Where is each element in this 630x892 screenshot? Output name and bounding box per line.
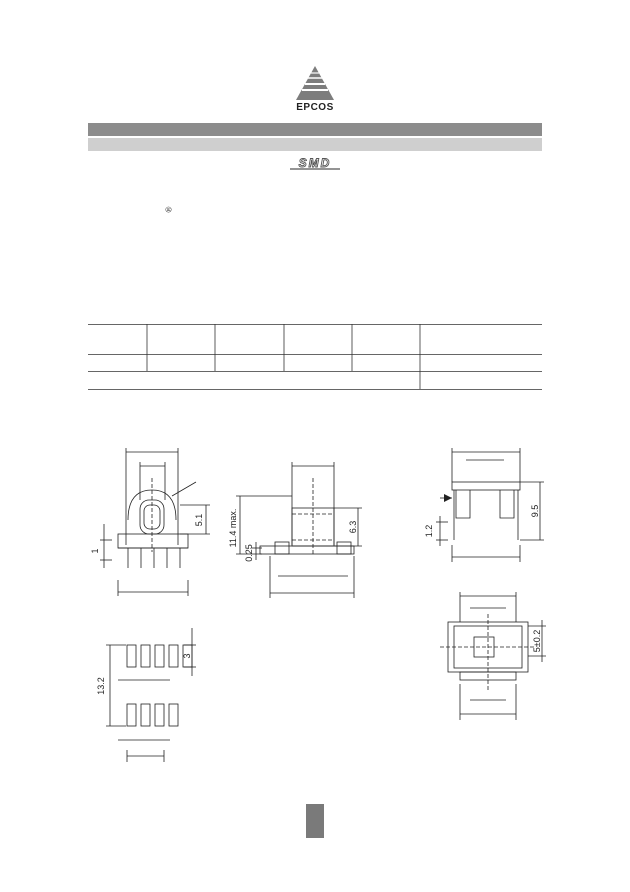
registered-mark: ®	[164, 206, 174, 213]
dim-pin-height: 1	[90, 548, 100, 554]
dim-center-tolerance: 5±0.2	[532, 629, 542, 653]
dim-body-height: 6.3	[348, 520, 358, 534]
smd-label: SMD	[298, 156, 332, 170]
brand-name: EPCOS	[296, 102, 334, 113]
dim-core-height: 5.1	[194, 513, 204, 527]
top-view-drawing	[440, 592, 546, 720]
footprint-drawing	[106, 628, 196, 762]
side-view-drawing	[236, 462, 362, 598]
end-view-drawing	[436, 448, 544, 562]
dim-side-height: 9.5	[530, 504, 540, 518]
arrow-icon	[444, 494, 452, 502]
dim-pad-width: 3	[182, 653, 192, 659]
dim-overall-height: 11.4 max.	[228, 508, 238, 548]
page-marker	[306, 804, 324, 838]
dim-standoff: 0.25	[244, 544, 254, 562]
dim-pin-pitch: 1.2	[424, 524, 434, 538]
dim-footprint-length: 13.2	[96, 677, 106, 695]
